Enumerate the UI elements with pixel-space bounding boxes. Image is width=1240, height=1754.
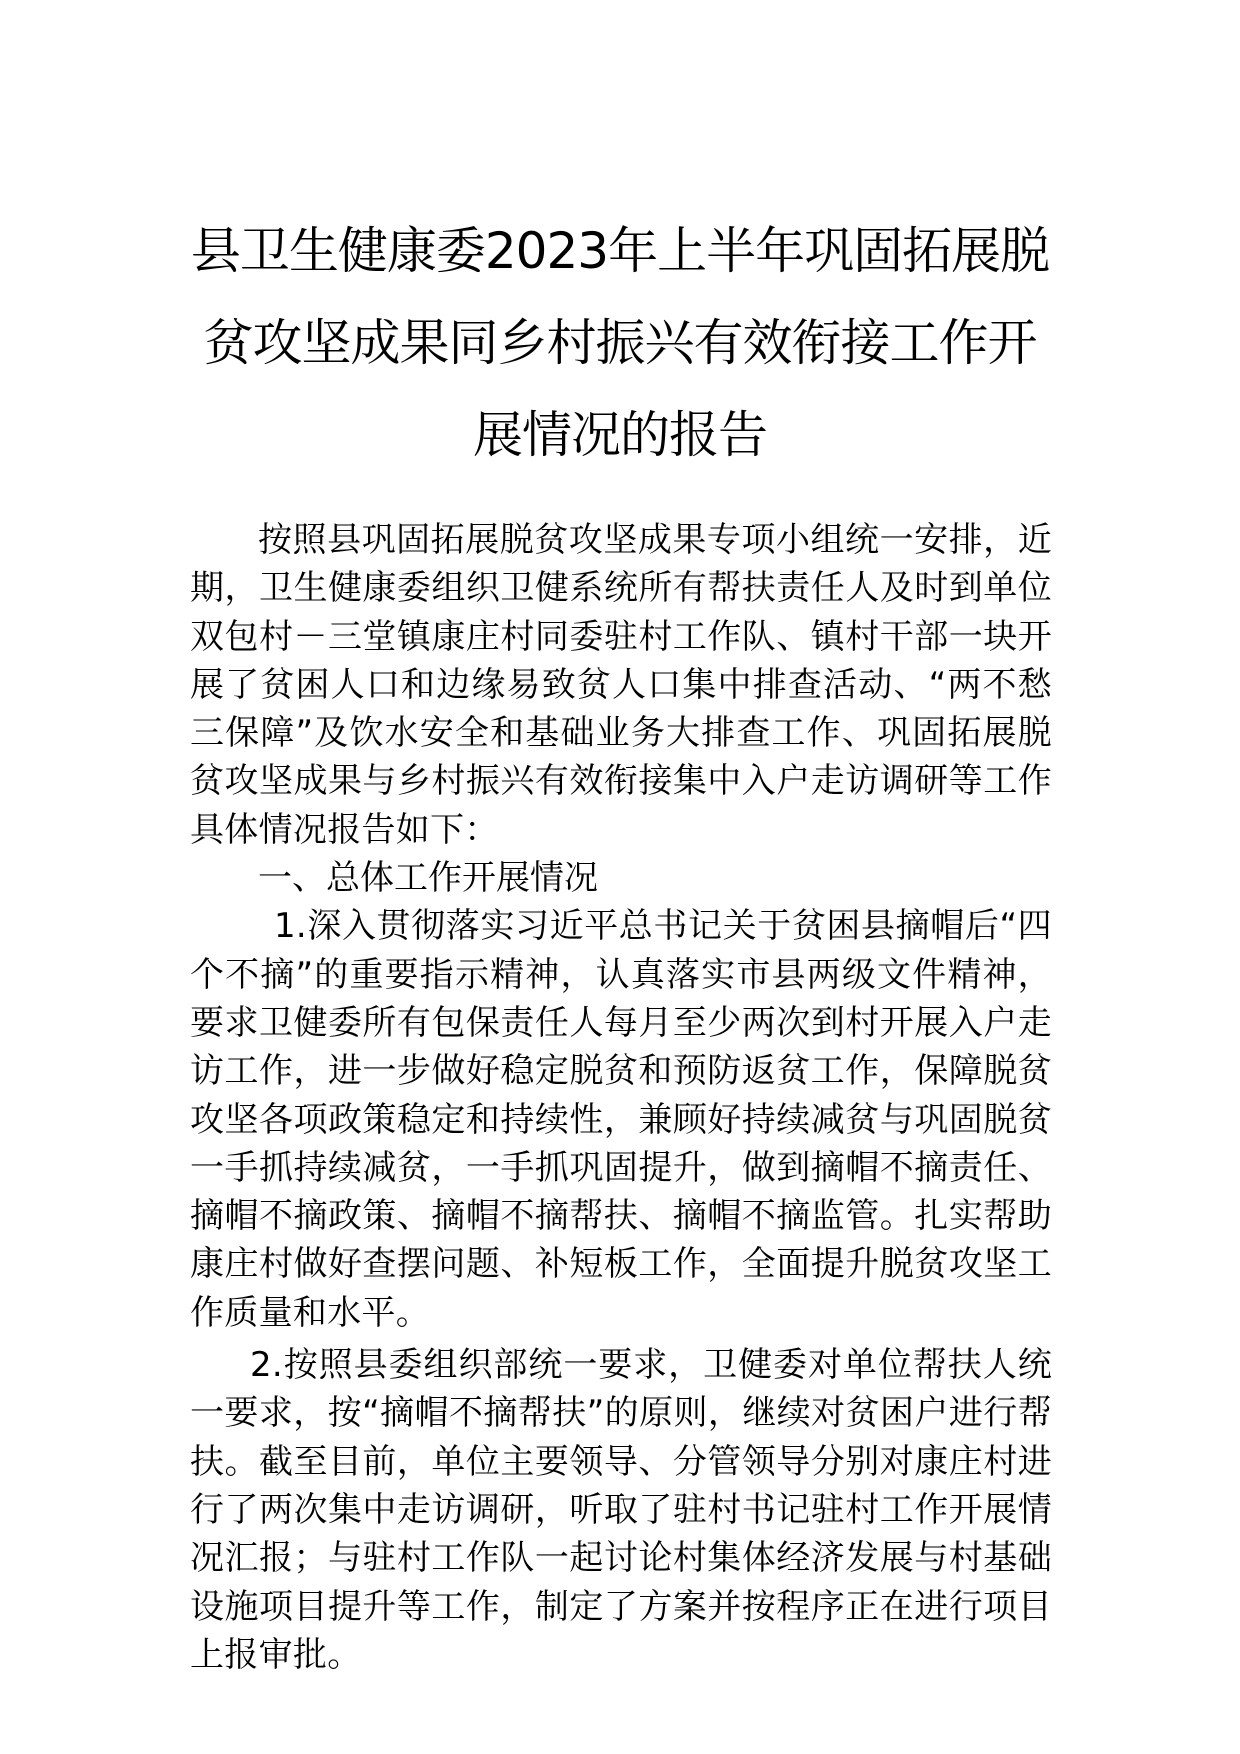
section-heading: 一、总体工作开展情况 — [258, 858, 598, 899]
document-title: 县卫生健康委2023年上半年巩固拓展脱贫攻坚成果同乡村振兴有效衔接工作开展情况的报告 — [190, 222, 1050, 464]
item-1-paragraph: 1.深入贯彻落实习近平总书记关于贫困县摘帽后“四个不摘”的重要指示精神，认真落实市县两级文件精神，要求卫健委所有包保责任人每月至少两次到村开展入户走访工作，进一步做好稳定脱贫和预防返贫工作，保障脱贫攻坚各项政策稳定和持续性，兼顾好持续减贫与巩固脱贫一手抓持续减贫，一手抓巩固提升，做到摘帽不摘责任、摘帽不摘政策、摘帽不摘帮扶、摘帽不摘监管。扎实帮助康庄村做好查摆问题、补短板工作，全面提升脱贫攻坚工作质量和水平。 — [190, 906, 1052, 1333]
document-body — [190, 516, 1052, 1679]
intro-paragraph: 按照县巩固拓展脱贫攻坚成果专项小组统一安排，近期，卫生健康委组织卫健系统所有帮扶责任人及时到单位双包村－三堂镇康庄村同委驻村工作队、镇村干部一块开展了贫困人口和边缘易致贫人口集中排查活动、“两不愁三保障”及饮水安全和基础业务大排查工作、巩固拓展脱贫攻坚成果与乡村振兴有效衔接集中入户走访调研等工作具体情况报告如下： — [190, 520, 1052, 850]
item-2-paragraph: 2.按照县委组织部统一要求，卫健委对单位帮扶人统一要求，按“摘帽不摘帮扶”的原则，继续对贫困户进行帮扶。截至目前，单位主要领导、分管领导分别对康庄村进行了两次集中走访调研，听取了驻村书记驻村工作开展情况汇报；与驻村工作队一起讨论村集体经济发展与村基础设施项目提升等工作，制定了方案并按程序正在进行项目上报审批。 — [190, 1345, 1052, 1675]
